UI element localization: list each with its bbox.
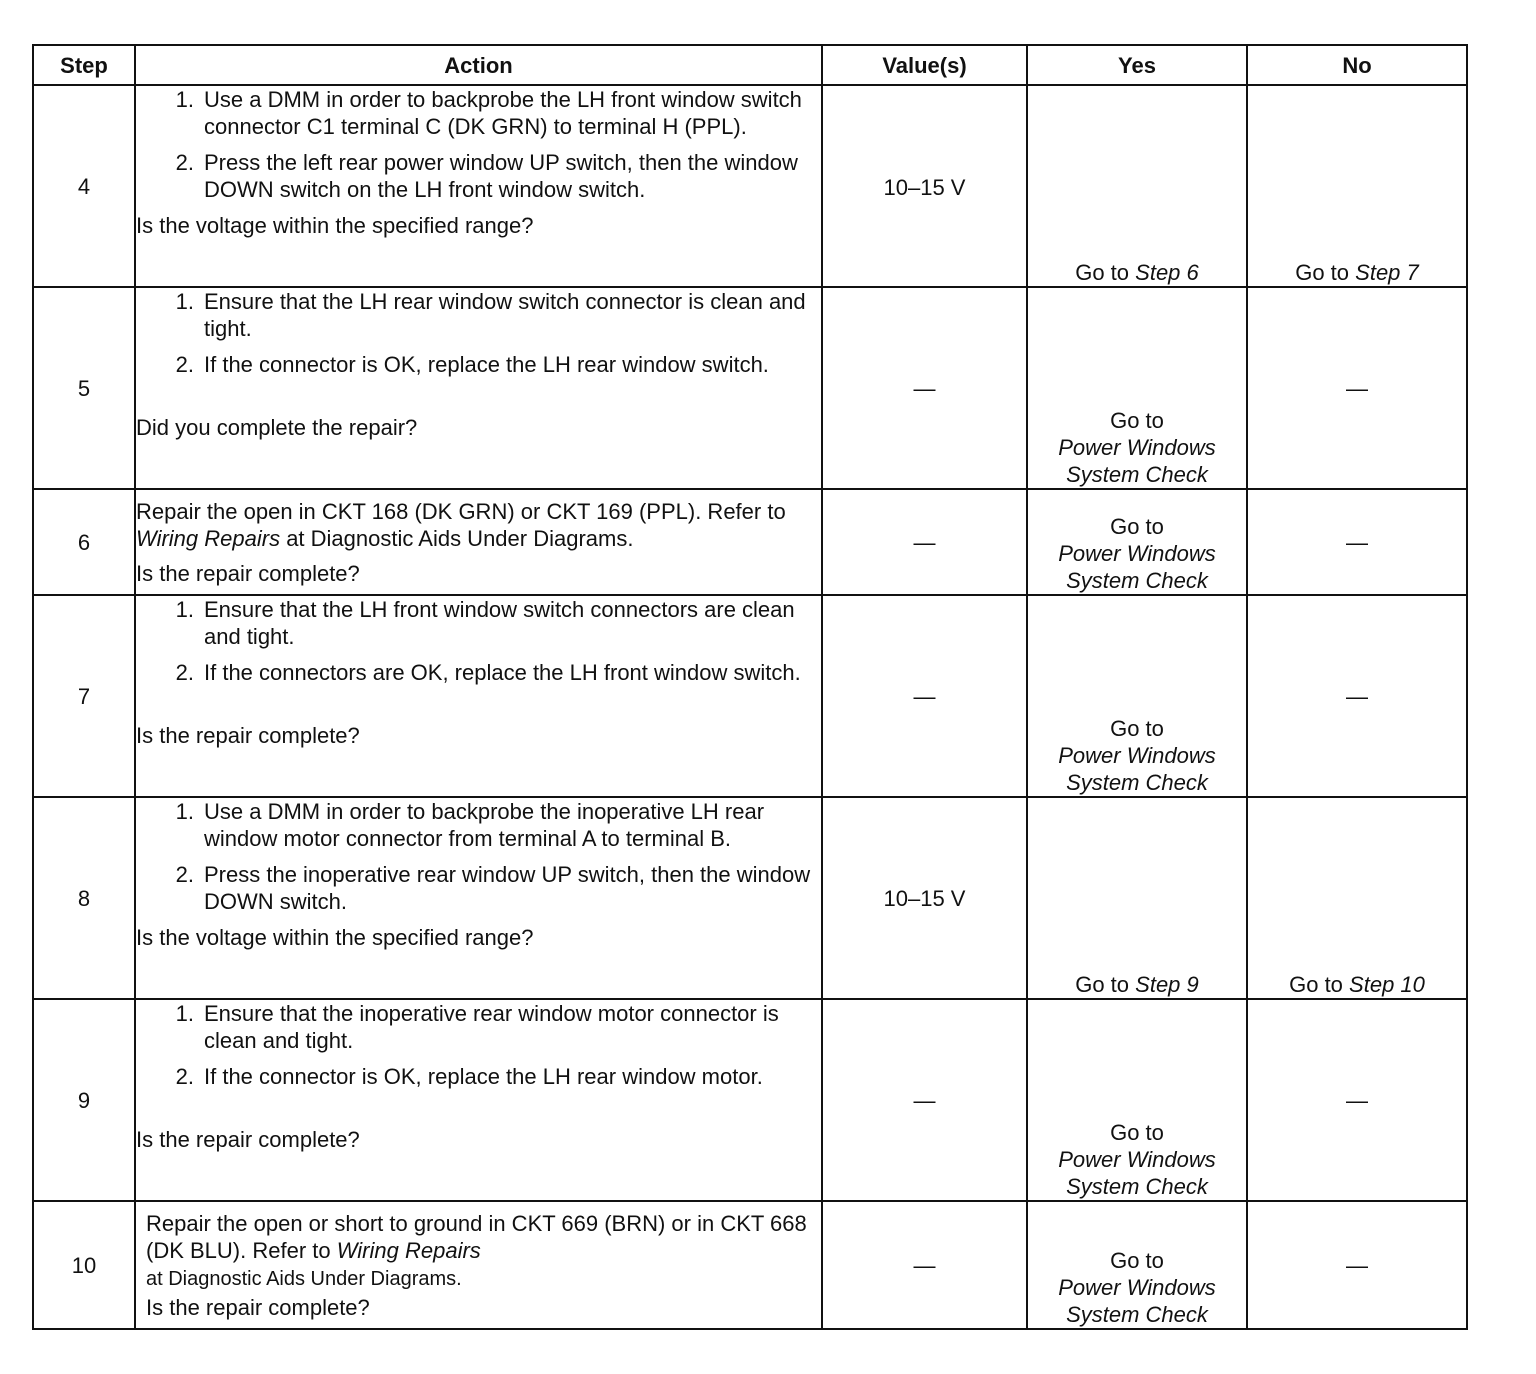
list-item — [136, 798, 821, 852]
action-text-part: Repair the open or short to ground in CKT 669 (BRN) or in CKT 668 (DK BLU). Refer to — [146, 1211, 807, 1263]
list-item — [136, 288, 821, 342]
list-number: 2. — [175, 150, 194, 175]
yes-cell — [1027, 797, 1247, 999]
list-number: 2. — [175, 352, 194, 377]
value-cell: 10–15 V — [822, 85, 1027, 287]
step-number: 6 — [33, 489, 135, 595]
question: Is the voltage within the specified range? — [136, 213, 534, 238]
yes-cell — [1027, 489, 1247, 595]
list-text: Use a DMM in order to backprobe the LH front window switch connector C1 terminal C (DK GRN) to terminal H (PPL). — [204, 87, 802, 139]
list-text: If the connector is OK, replace the LH rear window motor. — [204, 1064, 763, 1089]
table-row — [33, 1201, 1467, 1329]
table-row — [33, 595, 1467, 797]
value-cell: — — [822, 287, 1027, 489]
list-item — [136, 659, 821, 686]
yes-link[interactable]: Power Windows System Check — [1058, 1275, 1216, 1327]
list-text: Ensure that the inoperative rear window motor connector is clean and tight. — [204, 1001, 779, 1053]
list-text: If the connector is OK, replace the LH rear window switch. — [204, 352, 769, 377]
yes-prefix: Go to — [1110, 716, 1164, 741]
list-text: Ensure that the LH rear window switch connector is clean and tight. — [204, 289, 806, 341]
yes-cell — [1027, 999, 1247, 1201]
list-number: 1. — [175, 799, 194, 824]
no-prefix: Go to — [1295, 260, 1350, 285]
yes-cell — [1027, 595, 1247, 797]
yes-prefix: Go to — [1110, 514, 1164, 539]
yes-prefix: Go to — [1110, 408, 1164, 433]
action-text — [136, 498, 821, 552]
question: Is the repair complete? — [136, 1127, 360, 1152]
list-text: Press the left rear power window UP switch, then the window DOWN switch on the LH front window switch. — [204, 150, 798, 202]
yes-prefix: Go to — [1110, 1248, 1164, 1273]
list-number: 2. — [175, 862, 194, 887]
header-step: Step — [33, 45, 135, 85]
yes-prefix: Go to — [1110, 1120, 1164, 1145]
header-action: Action — [135, 45, 822, 85]
value-cell: — — [822, 1201, 1027, 1329]
step-number: 10 — [33, 1201, 135, 1329]
wiring-repairs-link[interactable]: Wiring Repairs — [336, 1238, 481, 1263]
list-text: Ensure that the LH front window switch connectors are clean and tight. — [204, 597, 795, 649]
no-cell: — — [1247, 595, 1467, 797]
table-row — [33, 85, 1467, 287]
no-cell — [1247, 797, 1467, 999]
yes-prefix: Go to — [1075, 260, 1130, 285]
question: Is the repair complete? — [136, 723, 360, 748]
yes-link[interactable]: Power Windows System Check — [1058, 743, 1216, 795]
list-text: Use a DMM in order to backprobe the inoperative LH rear window motor connector from terminal A to terminal B. — [204, 799, 765, 851]
list-number: 1. — [175, 289, 194, 314]
value-cell: 10–15 V — [822, 797, 1027, 999]
table-row — [33, 797, 1467, 999]
yes-cell — [1027, 1201, 1247, 1329]
list-number: 1. — [175, 597, 194, 622]
question: Did you complete the repair? — [136, 415, 418, 440]
action-cell — [135, 595, 822, 797]
no-cell: — — [1247, 1201, 1467, 1329]
list-item — [136, 861, 821, 915]
list-number: 2. — [175, 1064, 194, 1089]
no-cell: — — [1247, 999, 1467, 1201]
header-row — [33, 45, 1467, 85]
action-cell — [135, 85, 822, 287]
step-number: 4 — [33, 85, 135, 287]
no-cell: — — [1247, 489, 1467, 595]
header-no: No — [1247, 45, 1467, 85]
table-row — [33, 489, 1467, 595]
yes-link[interactable]: Power Windows System Check — [1058, 435, 1216, 487]
list-item — [136, 1063, 821, 1090]
list-item — [136, 149, 821, 203]
list-item — [136, 1000, 821, 1054]
action-text-continued: at Diagnostic Aids Under Diagrams. — [146, 1268, 462, 1290]
yes-link[interactable]: Step 9 — [1135, 972, 1199, 997]
value-cell: — — [822, 595, 1027, 797]
list-item — [136, 596, 821, 650]
action-text-part: Repair the open in CKT 168 (DK GRN) or CKT 169 (PPL). Refer to — [136, 499, 786, 524]
value-cell: — — [822, 999, 1027, 1201]
no-link[interactable]: Step 7 — [1355, 260, 1419, 285]
table-row — [33, 999, 1467, 1201]
question: Is the repair complete? — [136, 561, 360, 586]
header-yes: Yes — [1027, 45, 1247, 85]
list-text: Press the inoperative rear window UP switch, then the window DOWN switch. — [204, 862, 811, 914]
header-values: Value(s) — [822, 45, 1027, 85]
list-number: 2. — [175, 660, 194, 685]
yes-link[interactable]: Power Windows System Check — [1058, 1147, 1216, 1199]
action-text — [146, 1210, 821, 1264]
table-row — [33, 287, 1467, 489]
value-cell: — — [822, 489, 1027, 595]
diagnostic-table — [32, 44, 1468, 1330]
no-prefix: Go to — [1289, 972, 1343, 997]
yes-cell — [1027, 287, 1247, 489]
list-item — [136, 86, 821, 140]
list-number: 1. — [175, 1001, 194, 1026]
action-cell — [135, 287, 822, 489]
question: Is the voltage within the specified range? — [136, 925, 534, 950]
list-number: 1. — [175, 87, 194, 112]
yes-link[interactable]: Step 6 — [1135, 260, 1199, 285]
yes-cell — [1027, 85, 1247, 287]
question: Is the repair complete? — [146, 1295, 370, 1320]
step-number: 7 — [33, 595, 135, 797]
no-cell — [1247, 85, 1467, 287]
list-text: If the connectors are OK, replace the LH front window switch. — [204, 660, 801, 685]
action-text-part: at Diagnostic Aids Under Diagrams. — [280, 526, 634, 551]
action-cell — [135, 1201, 822, 1329]
action-cell — [135, 797, 822, 999]
step-number: 8 — [33, 797, 135, 999]
yes-link[interactable]: Power Windows System Check — [1058, 541, 1216, 593]
list-item — [136, 351, 821, 378]
no-link[interactable]: Step 10 — [1349, 972, 1425, 997]
yes-prefix: Go to — [1075, 972, 1130, 997]
action-cell — [135, 999, 822, 1201]
wiring-repairs-link[interactable]: Wiring Repairs — [136, 526, 281, 551]
action-cell — [135, 489, 822, 595]
no-cell: — — [1247, 287, 1467, 489]
step-number: 5 — [33, 287, 135, 489]
step-number: 9 — [33, 999, 135, 1201]
